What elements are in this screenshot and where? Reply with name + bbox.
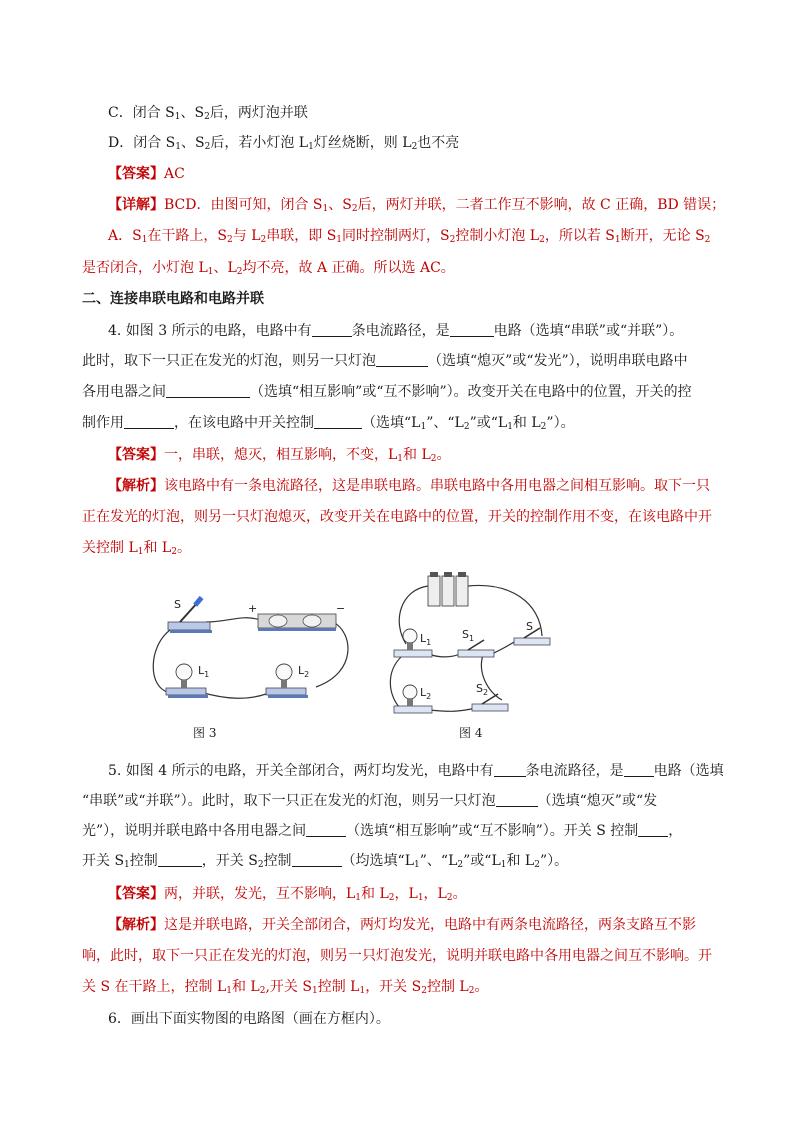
fig3-label-l2: $L_2$ [298,664,310,679]
fig4-label-s: S [526,620,533,633]
fig3-minus: − [336,602,346,615]
q5-analysis-line1: 【解析】这是并联电路，开关全部闭合，两灯均发光，电路中有两条电流路径，两条支路互不影 [108,917,696,933]
q4-line1: 4. 如图 3 所示的电路，电路中有 条电流路径，是 电路（选填“串联”或“并联”）。 [108,323,684,339]
option-c: C．闭合 $S_1$、$S_2$后，两灯泡并联 [108,105,308,122]
q4-analysis-line2: 正在发光的灯泡，则另一只灯泡熄灭，改变开关在电路中的位置，开关的控制作用不变，在该电路中开 [82,509,712,525]
q3-detail-line3: 是否闭合，小灯泡 $L_1$、$L_2$均不亮，故 A 正确。所以选 AC。 [82,260,455,277]
q6: 6．画出下面实物图的电路图（画在方框内）。 [108,1011,390,1027]
fig3-label-l1: $L_1$ [198,664,210,679]
q4-line4: 制作用 ，在该电路中开关控制 （选填“$L_1$”、“$L_2$”或“$L_1$和 $L_2$”）。 [82,415,575,432]
fig4-label-l1: $L_1$ [420,632,432,647]
q4-answer: 【答案】一，串联，熄灭，相互影响，不变，$L_1$和 $L_2$。 [108,447,451,464]
q5-line2: “串联”或“并联”）。此时，取下一只正在发光的灯泡，则另一只灯泡 （选填“熄灭”或“发 [82,793,658,809]
q3-answer: 【答案】AC [108,166,185,182]
figure-3 [148,592,358,720]
q3-detail-line2: A．$S_1$在干路上，$S_2$与 $L_2$串联，即 $S_1$同时控制两灯，$S_2$控制小灯泡 $L_2$，所以若 $S_1$断开，无论 $S_2$ [108,228,711,245]
q4-analysis-line1: 【解析】该电路中有一条电流路径，这是串联电路。串联电路中各用电器之间相互影响。取下一只 [108,478,710,494]
fig4-caption: 图 4 [459,726,483,740]
option-d: D．闭合 $S_1$、$S_2$后，若小灯泡 $L_1$灯丝烧断，则 $L_2$也不亮 [108,135,460,152]
q3-detail-line1: 【详解】BCD．由图可知，闭合 $S_1$、$S_2$后，两灯并联，二者工作互不影响，故 C 正确，BD 错误； [108,197,726,214]
q5-analysis-line2: 响，此时，取下一只正在发光的灯泡，则另一只灯泡发光，说明并联电路中各用电器之间互不影响。开 [82,948,712,964]
q4-analysis-line3: 关控制 $L_1$和 $L_2$。 [82,540,191,557]
fig3-label-s: S [174,598,181,611]
fig3-caption: 图 3 [193,726,217,740]
figure-4 [380,572,570,720]
fig4-label-s1: $S_1$ [462,628,475,643]
q5-line3: 光”），说明并联电路中各用电器之间 （选填“相互影响”或“互不影响”）。开关 S 控制 ， [82,823,683,839]
fig4-label-s2: $S_2$ [476,682,489,697]
q5-line1: 5. 如图 4 所示的电路，开关全部闭合，两灯均发光，电路中有 条电流路径，是 电路（选填 [108,763,724,779]
q5-line4: 开关 $S_1$控制 ，开关 $S_2$控制 （均选填“$L_1$”、“$L_2$”或“$L_1$和 $L_2$”）。 [82,853,569,870]
fig3-plus: + [248,602,258,615]
q5-analysis-line3: 关 S 在干路上，控制 $L_1$和 $L_2$,开关 $S_1$控制 $L_1$，开关 $S_2$控制 $L_2$。 [82,979,489,996]
q4-line3: 各用电器之间 （选填“相互影响”或“互不影响”）。改变开关在电路中的位置，开关的控 [82,384,692,400]
q4-line2: 此时，取下一只正在发光的灯泡，则另一只灯泡 （选填“熄灭”或“发光”），说明串联电路中 [82,353,688,369]
q5-answer: 【答案】两，并联，发光，互不影响，$L_1$和 $L_2$，$L_1$，$L_2$。 [108,886,467,903]
section-title: 二、连接串联电路和电路并联 [82,291,264,307]
fig4-label-l2: $L_2$ [420,686,432,701]
